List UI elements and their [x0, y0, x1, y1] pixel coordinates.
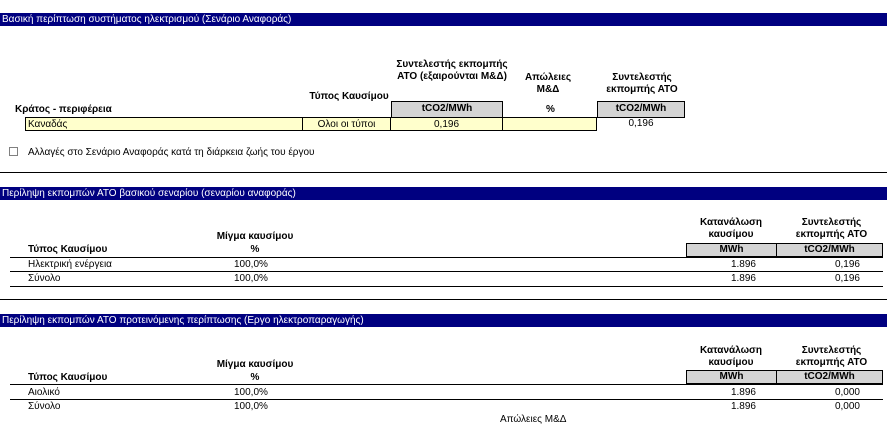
scenario-change-label: Αλλαγές στο Σενάριο Αναφοράς κατά τη διάρκεια ζωής του έργου — [28, 147, 315, 158]
s3-consumption-unit: MWh — [686, 370, 777, 384]
s2-row-consumption: 1.896 — [730, 259, 756, 270]
s2-consumption-header: Κατανάλωση καυσίμου — [699, 217, 763, 240]
ef-excl-header: Συντελεστής εκπομπής ΑΤΟ (εξαιρούνται Μ&Δ) — [396, 59, 508, 82]
scenario-change-checkbox[interactable] — [9, 147, 18, 156]
s3-total-consumption: 1.896 — [730, 401, 756, 412]
s3-row-ef: 0,000 — [834, 387, 860, 398]
s2-ef-header: Συντελεστής εκπομπής ΑΤΟ — [795, 217, 868, 240]
ef-value: 0,196 — [628, 118, 654, 129]
s2-total-ef: 0,196 — [834, 273, 860, 284]
section1-divider — [0, 172, 887, 173]
s2-total-mix: 100,0% — [234, 273, 268, 284]
ef-excl-input[interactable]: 0,196 — [390, 117, 503, 131]
s2-row-ef: 0,196 — [834, 259, 860, 270]
region-select[interactable]: Καναδάς — [25, 117, 303, 131]
section2-title-bar: Περίληψη εκπομπών ΑΤΟ βασικού σεναρίου (σεναρίου αναφοράς) — [0, 187, 887, 200]
s2-mix-unit: % — [250, 244, 260, 255]
s2-fuel-header: Τύπος Καυσίμου — [28, 244, 108, 255]
losses-unit: % — [546, 104, 555, 115]
region-header: Κράτος - περιφέρεια — [15, 104, 112, 115]
s3-total-mix: 100,0% — [234, 401, 268, 412]
s3-total-fuel: Σύνολο — [28, 401, 61, 412]
section2-divider — [0, 299, 887, 300]
s3-ef-unit: tCO2/MWh — [776, 370, 883, 384]
s2-row-fuel: Ηλεκτρική ενέργεια — [28, 259, 112, 270]
s3-ef-header: Συντελεστής εκπομπής ΑΤΟ — [795, 345, 868, 368]
losses-input[interactable] — [502, 117, 597, 131]
s3-mix-unit: % — [250, 372, 260, 383]
s3-total-ef: 0,000 — [834, 401, 860, 412]
s2-total-consumption: 1.896 — [730, 273, 756, 284]
s3-row-consumption: 1.896 — [730, 387, 756, 398]
s2-mix-header: Μίγμα καυσίμου — [216, 231, 294, 242]
s2-bottom-rule — [10, 286, 883, 287]
ef-unit: tCO2/MWh — [597, 101, 685, 118]
s2-consumption-unit: MWh — [686, 243, 777, 257]
s2-ef-unit: tCO2/MWh — [776, 243, 883, 257]
losses-header: Απώλειες Μ&Δ — [524, 72, 572, 95]
ef-header: Συντελεστής εκπομπής ΑΤΟ — [606, 72, 678, 95]
s3-row-fuel: Αιολικό — [28, 387, 60, 398]
s3-header-rule — [10, 384, 883, 385]
fuel-type-value: Ολοι οι τύποι — [302, 117, 391, 131]
s3-consumption-header: Κατανάλωση καυσίμου — [699, 345, 763, 368]
fuel-type-header: Τύπος Καυσίμου — [309, 91, 389, 102]
s2-total-fuel: Σύνολο — [28, 273, 61, 284]
s3-row-mix: 100,0% — [234, 387, 268, 398]
section1-title-bar: Βασική περίπτωση συστήματος ηλεκτρισμού (Σενάριο Αναφοράς) — [0, 13, 887, 26]
s3-footer-losses-label: Απώλειες Μ&Δ — [500, 414, 567, 425]
s2-row-mix: 100,0% — [234, 259, 268, 270]
s3-mix-header: Μίγμα καυσίμου — [216, 359, 294, 370]
ef-excl-unit: tCO2/MWh — [391, 101, 503, 118]
section3-title-bar: Περίληψη εκπομπών ΑΤΟ προτεινόμενης περίπτωσης (Εργο ηλεκτροπαραγωγής) — [0, 314, 887, 327]
s3-fuel-header: Τύπος Καυσίμου — [28, 372, 108, 383]
